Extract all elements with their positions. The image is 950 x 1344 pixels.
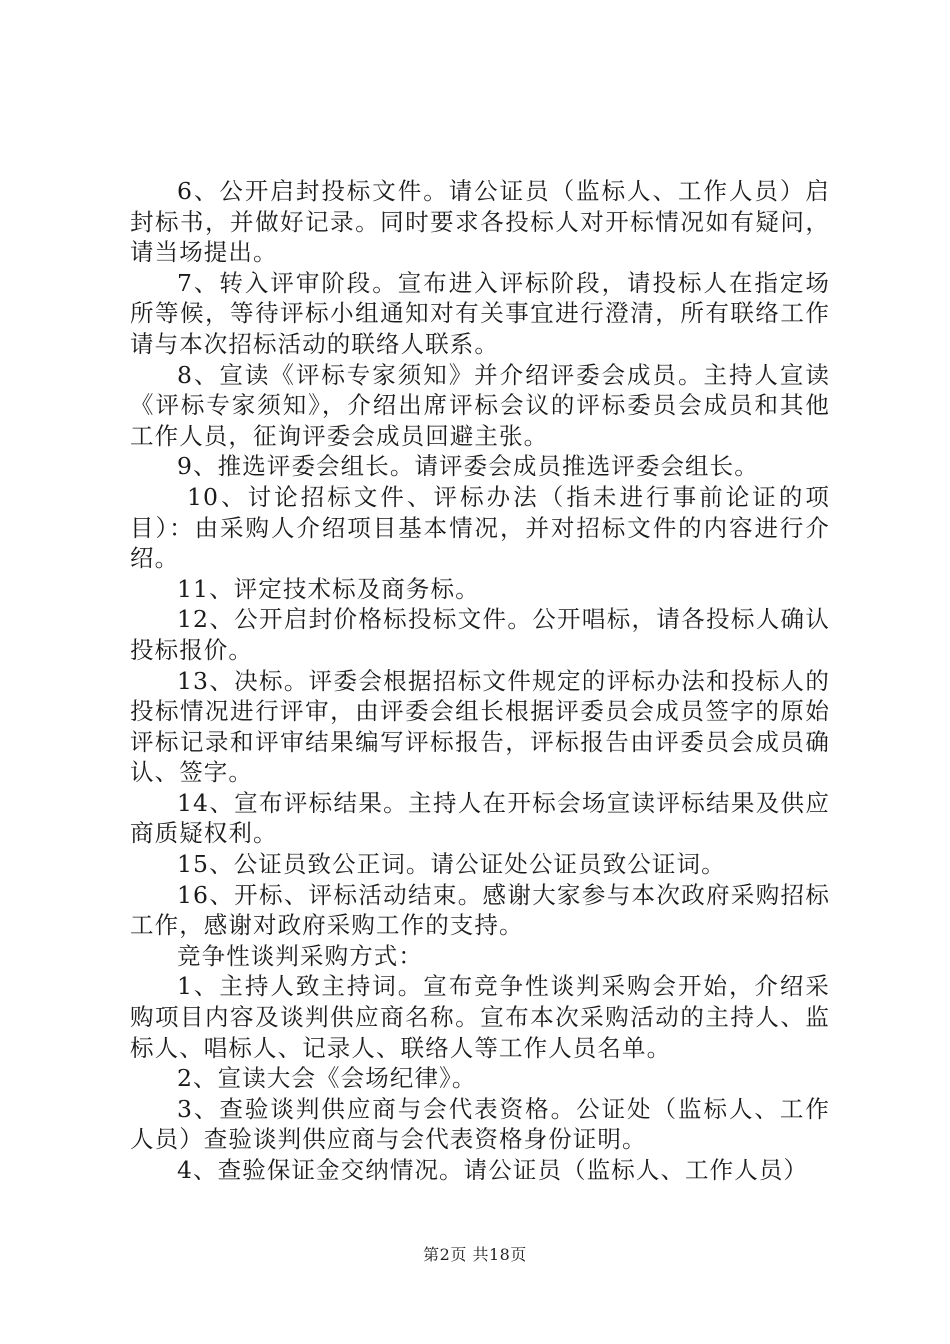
paragraph-6-open-bids: 6、公开启封投标文件。请公证员（监标人、工作人员）启封标书，并做好记录。同时要求各投标人对开标情况如有疑问，请当场提出。 — [130, 177, 830, 267]
paragraph-11-technical-commercial: 11、评定技术标及商务标。 — [177, 574, 480, 603]
paragraph-10-discuss-documents: 10、讨论招标文件、评标办法（指未进行事前论证的项目）：由采购人介绍项目基本情况，并对招标文件的内容进行介绍。 — [130, 482, 830, 573]
paragraph-9-elect-leader: 9、推选评委会组长。请评委会成员推选评委会组长。 — [177, 452, 759, 481]
paragraph-2-meeting-rules: 2、宣读大会《会场纪律》。 — [177, 1064, 477, 1093]
section-heading-competitive-negotiation: 竞争性谈判采购方式： — [177, 941, 423, 970]
paragraph-14-announce-results: 14、宣布评标结果。主持人在开标会场宣读评标结果及供应商质疑权利。 — [130, 788, 830, 848]
paragraph-13-decision: 13、决标。评委会根据招标文件规定的评标办法和投标人的投标情况进行评审，由评委会组长根据评委员会成员签字的原始评标记录和评审结果编写评标报告，评标报告由评委员会成员确认、签字。 — [130, 666, 830, 787]
paragraph-4-verify-deposit: 4、查验保证金交纳情况。请公证员（监标人、工作人员） — [177, 1156, 809, 1184]
paragraph-1-host-speech: 1、主持人致主持词。宣布竞争性谈判采购会开始，介绍采购项目内容及谈判供应商名称。宣布本次采购活动的主持人、监标人、唱标人、记录人、联络人等工作人员名单。 — [130, 972, 830, 1062]
paragraph-8-expert-notice: 8、宣读《评标专家须知》并介绍评委会成员。主持人宣读《评标专家须知》，介绍出席评标会议的评标委员会成员和其他工作人员，征询评委会成员回避主张。 — [130, 360, 830, 450]
page-number-footer: 第2页 共18页 — [423, 1245, 527, 1264]
document-body — [130, 176, 830, 1186]
paragraph-3-verify-qualifications: 3、查验谈判供应商与会代表资格。公证处（监标人、工作人员）查验谈判供应商与会代表资格身份证明。 — [130, 1094, 830, 1154]
paragraph-15-notary-statement: 15、公证员致公正词。请公证处公证员致公证词。 — [177, 850, 726, 879]
paragraph-16-closing: 16、开标、评标活动结束。感谢大家参与本次政府采购招标工作，感谢对政府采购工作的支持。 — [130, 880, 830, 940]
paragraph-12-price-bids: 12、公开启封价格标投标文件。公开唱标，请各投标人确认投标报价。 — [130, 605, 830, 664]
paragraph-7-evaluation-phase: 7、转入评审阶段。宣布进入评标阶段，请投标人在指定场所等候，等待评标小组通知对有关事宜进行澄清，所有联络工作请与本次招标活动的联络人联系。 — [130, 268, 830, 358]
